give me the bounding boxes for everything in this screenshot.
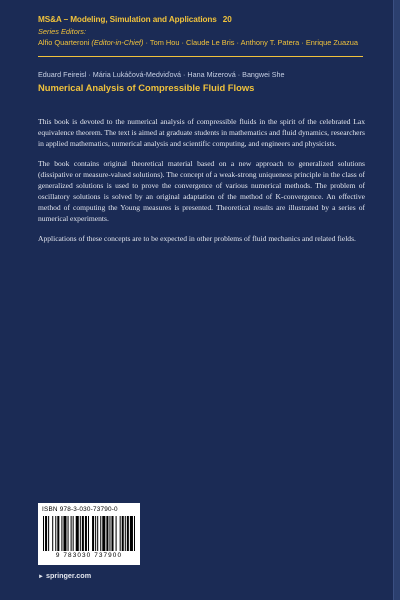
book-authors: Eduard Feireisl · Mária Lukáčová-Medviďová · Hana Mizerová · Bangwei She: [38, 70, 285, 79]
description-paragraph: Applications of these concepts are to be expected in other problems of fluid mechanics and related fields.: [38, 234, 356, 243]
isbn-barcode: [38, 503, 140, 565]
series-volume: 20: [222, 15, 232, 24]
series-editors-others: · Tom Hou · Claude Le Bris · Anthony T. Patera · Enrique Zuazua: [143, 38, 359, 47]
book-title: Numerical Analysis of Compressible Fluid Flows: [38, 82, 255, 93]
description-paragraph: This book is devoted to the numerical analysis of compressible fluids in the spirit of the celebrated Lax equivalence theorem. The text is aimed at graduate students in mathematics and fluid dynamics, researchers in applied mathematics, numerical analysis and scientific computing, and engineers and physicists.: [38, 117, 365, 148]
description-paragraph: The book contains original theoretical material based on a new approach to generalized solutions (dissipative or measure-valued solutions). The concept of a weak-strong uniqueness principle in the class of generalized solutions is used to prove the convergence of various numerical methods. The problem of oscillatory solutions is solved by an original adaptation of the method of K-convergence. An effective method of computing the Young measures is presented. Theoretical results are illustrated by a series of numerical experiments.: [38, 159, 365, 223]
spine-edge: [394, 0, 400, 600]
series-name: MS&A – Modeling, Simulation and Applications: [38, 15, 217, 24]
barcode-bars: [43, 516, 135, 551]
divider-top: [38, 56, 363, 57]
publisher-url-text: springer.com: [45, 571, 92, 580]
series-editors-label: Series Editors:: [38, 27, 87, 36]
editor-in-chief-role: (Editor-in-Chief): [91, 38, 144, 47]
book-description: [38, 116, 365, 253]
editor-in-chief-name: Alfio Quarteroni: [38, 38, 90, 47]
barcode-digits: 9 783030 737900: [55, 552, 123, 559]
isbn-text: ISBN 978-3-030-73790-0: [42, 506, 118, 513]
series-heading: [38, 15, 232, 24]
series-editors-list: [38, 38, 358, 47]
publisher-url[interactable]: [38, 571, 91, 580]
arrow-icon: ►: [38, 574, 44, 580]
